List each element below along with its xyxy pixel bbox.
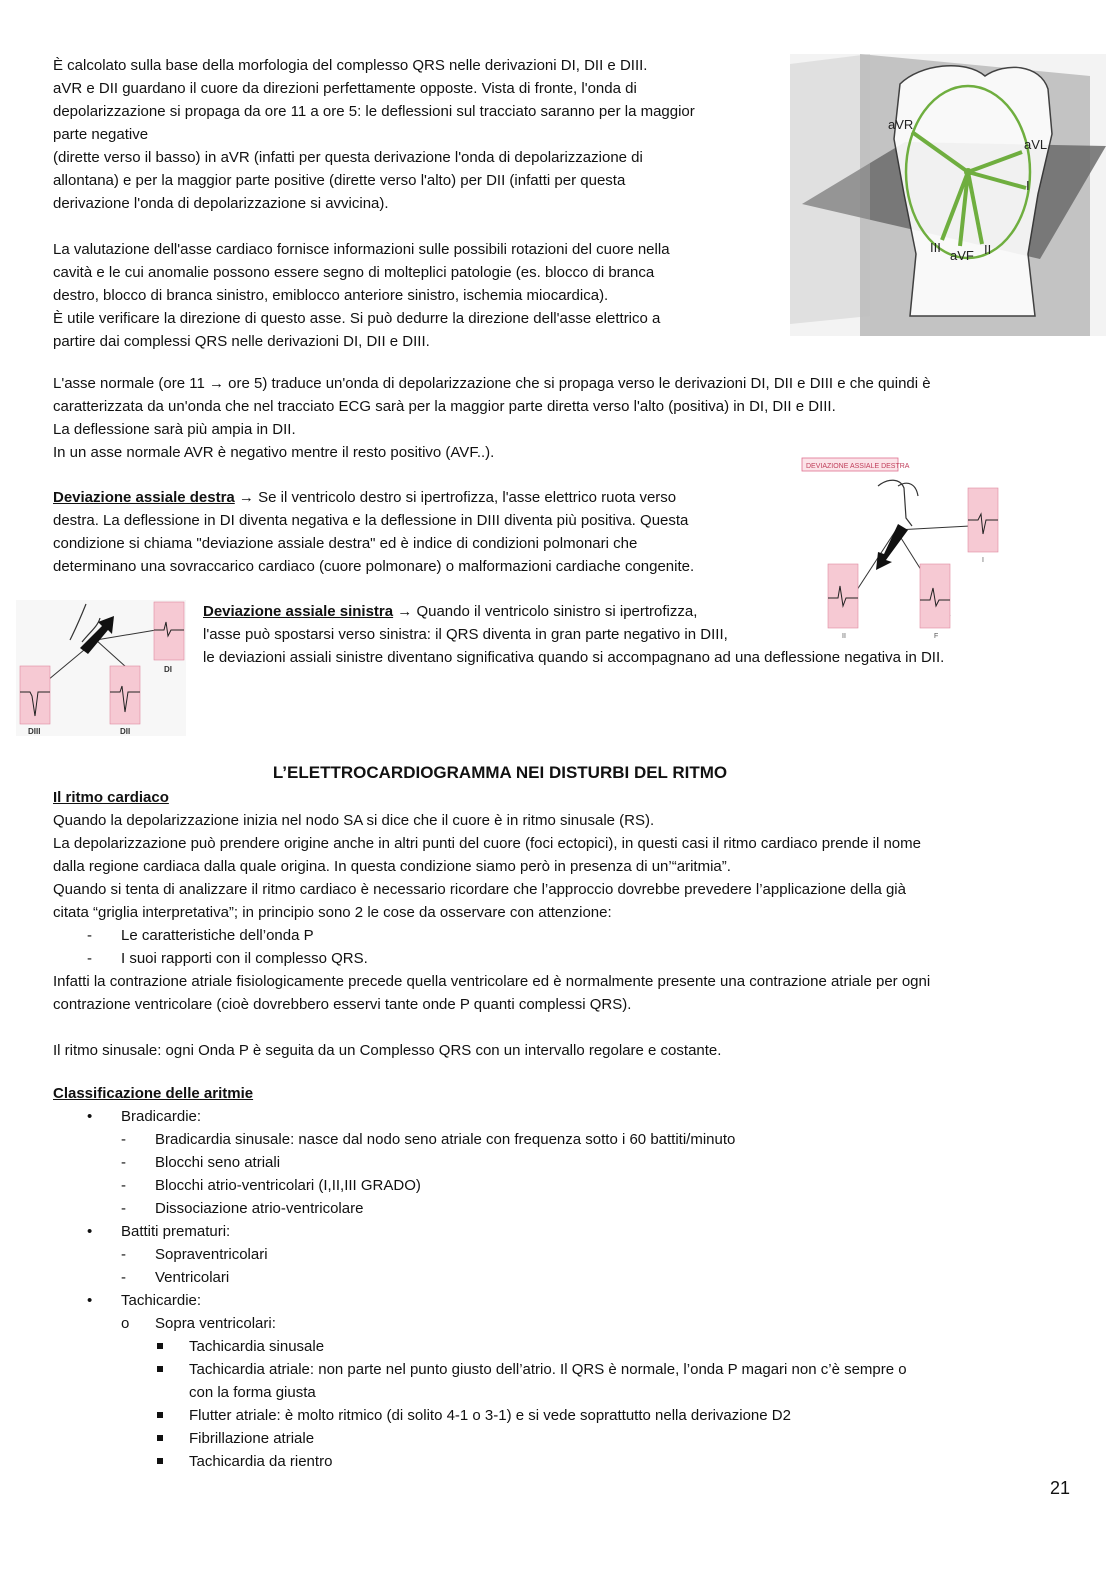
right-deviation-line: destra. La deflessione in DI diventa negativa e la deflessione in DIII diventa più positiva. Questa: [53, 512, 689, 529]
right-deviation-section: [53, 486, 793, 578]
premature-list: [121, 1243, 1073, 1289]
normal-axis-section: [53, 372, 1063, 464]
lead-i-grid: [968, 488, 998, 552]
right-deviation-line: condizione si chiama "deviazione assiale destra" ed è indice di condizioni polmonari che: [53, 535, 638, 552]
intro-line: parte negative: [53, 126, 149, 143]
list-item: - Dissociazione atrio-ventricolare: [121, 1197, 1073, 1220]
right-deviation-line: determinano una sovraccarico cardiaco (cuore polmonare) o malformazioni cardiache congenite.: [53, 558, 695, 575]
intro-line: cavità e le cui anomalie possono essere segno di molteplici patologie (es. blocco di branca: [53, 264, 655, 281]
rhythm-heading: Il ritmo cardiaco: [53, 789, 169, 806]
supraventricular-label: Sopra ventricolari:: [155, 1315, 276, 1332]
left-deviation-heading: Deviazione assiale sinistra: [203, 603, 394, 620]
right-fig-label-f: F: [934, 633, 939, 640]
list-item: - I suoi rapporti con il complesso QRS.: [87, 947, 1073, 970]
intro-line: destro, blocco di branca sinistro, emiblocco anteriore sinistro, ischemia miocardica).: [53, 287, 609, 304]
right-deviation-heading: Deviazione assiale destra: [53, 489, 235, 506]
left-fig-label-diii: DIII: [28, 727, 41, 736]
left-fig-label-di: DI: [164, 665, 172, 674]
rhythm-after-line: Infatti la contrazione atriale fisiologicamente precede quella ventricolare ed è normalmente presente una contrazione atriale per ogni: [53, 973, 931, 990]
intro-line: È calcolato sulla base della morfologia del complesso QRS nelle derivazioni DI, DII e DIII.: [53, 57, 648, 74]
list-item: [53, 1220, 1073, 1289]
right-deviation-first-line: → Se il ventricolo destro si ipertrofizza, l'asse elettrico ruota verso: [234, 489, 677, 506]
classification-list: [53, 1105, 1073, 1473]
tachycardia-list: [121, 1312, 1073, 1473]
rhythm-line: Quando si tenta di analizzare il ritmo cardiaco è necessario ricordare che l’approccio dovrebbe prevedere l’applicazione della già: [53, 881, 906, 898]
label-avf: aVF: [950, 248, 974, 263]
list-item-text: con la forma giusta: [189, 1384, 316, 1401]
intro-line: È utile verificare la direzione di questo asse. Si può dedurre la direzione dell'asse elettrico a: [53, 310, 661, 327]
list-item-text: Tachicardia atriale: non parte nel punto giusto dell’atrio. Il QRS è normale, l’onda P magari non c’è sempre o: [189, 1361, 907, 1378]
list-item: Fibrillazione atriale: [155, 1427, 1073, 1450]
premature-label: Battiti prematuri:: [121, 1223, 231, 1240]
page-number: 21: [1049, 1478, 1070, 1498]
list-item: Tachicardia da rientro: [155, 1450, 1073, 1473]
left-fig-label-dii: DII: [120, 727, 131, 736]
classification-section: [53, 1082, 1073, 1473]
rhythm-line: La depolarizzazione può prendere origine anche in altri punti del cuore (foci ectopici), in questi casi il ritmo cardiaco prende il nome: [53, 835, 921, 852]
left-deviation-line: le deviazioni assiali sinistre diventano significativa quando si accompagnano ad una deflessione negativa in DII.: [203, 649, 945, 666]
normal-axis-line: L'asse normale (ore 11 → ore 5) traduce un'onda di depolarizzazione che si propaga verso le derivazioni DI, DII e DIII e che quindi è: [53, 375, 931, 392]
intro-line: allontana) e per la maggior parte positive (dirette verso l'alto) per DII (infatti per questa: [53, 172, 626, 189]
normal-axis-line: caratterizzata da un'onda che nel tracciato ECG sarà per la maggior parte diretta verso l'alto (positiva) in DI, DII e DIII.: [53, 398, 836, 415]
intro-line: depolarizzazione si propaga da ore 11 a ore 5: le deflessioni sul tracciato saranno per la maggior: [53, 103, 695, 120]
label-ii: II: [984, 242, 992, 257]
intro-section: [53, 54, 783, 353]
right-deviation-title: DEVIAZIONE ASSIALE DESTRA: [806, 463, 910, 470]
right-fig-label-ii: II: [842, 633, 846, 640]
list-item: - Blocchi atrio-ventricolari (I,II,III GRADO): [121, 1174, 1073, 1197]
bradycardia-list: [121, 1128, 1073, 1220]
intro-line: derivazione l'onda di depolarizzazione si avvicina).: [53, 195, 389, 212]
list-item: Tachicardia sinusale: [155, 1335, 1073, 1358]
classification-heading: Classificazione delle aritmie: [53, 1085, 254, 1102]
list-item: Flutter atriale: è molto ritmico (di solito 4-1 o 3-1) e si vede soprattutto nella derivazione D2: [155, 1404, 1073, 1427]
right-fig-label-i: I: [982, 557, 984, 564]
intro-line: (dirette verso il basso) in aVR (infatti per questa derivazione l'onda di depolarizzazione di: [53, 149, 643, 166]
rhythm-list: [87, 924, 1073, 970]
rhythm-after-line: contrazione ventricolare (cioè dovrebbero esservi tante onde P quanti complessi QRS).: [53, 996, 632, 1013]
normal-axis-line: La deflessione sarà più ampia in DII.: [53, 421, 296, 438]
list-item: [121, 1312, 1073, 1473]
rhythm-line: citata “griglia interpretativa”; in principio sono 2 le cose da osservare con attenzione:: [53, 904, 612, 921]
left-deviation-figure: [16, 600, 186, 736]
bradycardia-label: Bradicardie:: [121, 1108, 202, 1125]
label-avl: aVL: [1024, 137, 1048, 152]
list-item: - Blocchi seno atriali: [121, 1151, 1073, 1174]
normal-axis-line: In un asse normale AVR è negativo mentre il resto positivo (AVF..).: [53, 444, 495, 461]
left-deviation-section: [203, 600, 1083, 669]
tachycardia-label: Tachicardie:: [121, 1292, 202, 1309]
list-item: - Sopraventricolari: [121, 1243, 1073, 1266]
rhythm-line: Quando la depolarizzazione inizia nel nodo SA si dice che il cuore è in ritmo sinusale (RS).: [53, 812, 655, 829]
label-iii: III: [930, 240, 941, 255]
label-avr: aVR: [888, 117, 914, 132]
label-i: I: [1026, 178, 1030, 193]
section-title: L’ELETTROCARDIOGRAMMA NEI DISTURBI DEL RITMO: [272, 763, 728, 782]
list-item: [53, 1105, 1073, 1220]
left-deviation-line: l'asse può spostarsi verso sinistra: il QRS diventa in gran parte negativo in DIII,: [203, 626, 728, 643]
lead-dii-grid: [110, 666, 140, 724]
list-item: - Le caratteristiche dell’onda P: [87, 924, 1073, 947]
intro-line: aVR e DII guardano il cuore da direzioni perfettamente opposte. Vista di fronte, l'onda di: [53, 80, 637, 97]
rhythm-section: [53, 786, 1073, 1062]
intro-line: La valutazione dell'asse cardiaco fornisce informazioni sulle possibili rotazioni del cuore nella: [53, 241, 670, 258]
rhythm-line: dalla regione cardiaca dalla quale origina. In questa condizione siamo però in presenza di un’“aritmia”.: [53, 858, 731, 875]
lead-di-grid: [154, 602, 184, 660]
left-deviation-first-line: → Quando il ventricolo sinistro si ipertrofizza,: [393, 603, 698, 620]
list-item: [155, 1358, 1073, 1404]
list-item: - Bradicardia sinusale: nasce dal nodo seno atriale con frequenza sotto i 60 battiti/minuto: [121, 1128, 1073, 1151]
sinus-rhythm-line: Il ritmo sinusale: ogni Onda P è seguita da un Complesso QRS con un intervallo regolare e costante.: [53, 1042, 722, 1059]
list-item: [53, 1289, 1073, 1473]
intro-line: partire dai complessi QRS nelle derivazioni DI, DII e DIII.: [53, 333, 430, 350]
cardiac-axis-torso-figure: [790, 54, 1106, 336]
lead-diii-grid: [20, 666, 50, 724]
list-item: - Ventricolari: [121, 1266, 1073, 1289]
supraventricular-list: [155, 1335, 1073, 1473]
